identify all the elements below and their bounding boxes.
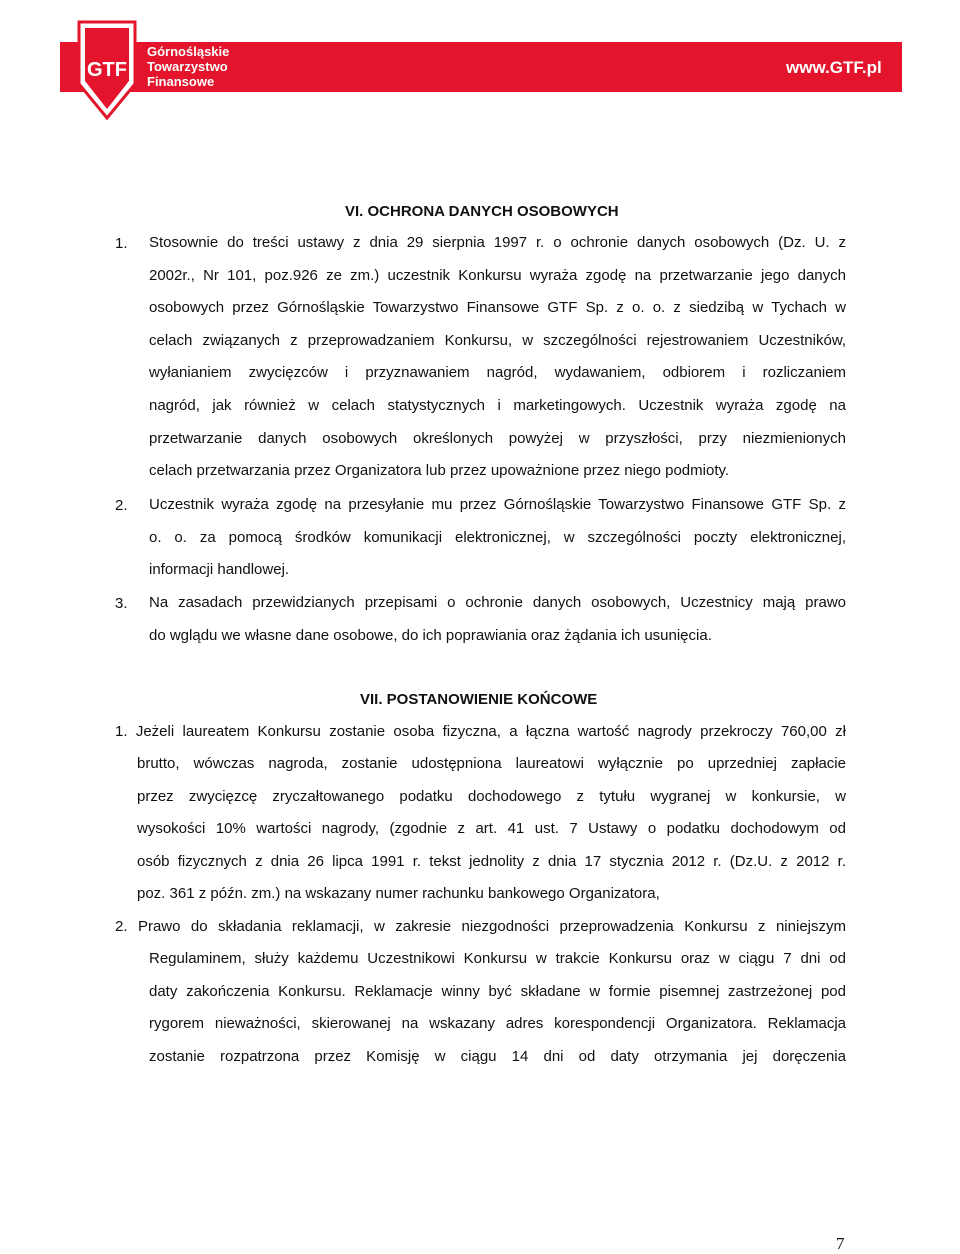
text-line: 2. Prawo do składania reklamacji, w zakresie niezgodności przeprowadzenia Konkursu z niniejszym	[115, 918, 846, 935]
section-7-item-1-text	[137, 748, 846, 911]
text-line: 1. Jeżeli laureatem Konkursu zostanie osoba fizyczna, a łączna wartość nagrody przekroczy 760,00 zł	[115, 723, 846, 740]
section-7-heading: VII. POSTANOWIENIE KOŃCOWE	[360, 691, 598, 708]
text-line: przetwarzanie danych osobowych określonych powyżej w przyszłości, przy niezmienionych	[149, 429, 846, 447]
logo-monogram: GTF	[87, 59, 127, 81]
text-line: Regulaminem, służy każdemu Uczestnikowi Konkursu w trakcie Konkursu oraz w ciągu 7 dni od	[149, 950, 846, 967]
text-line: celach związanych z przeprowadzaniem Konkursu, w szczególności rejestrowaniem Uczestników,	[149, 331, 846, 349]
text-line: zostanie rozpatrzona przez Komisję w ciągu 14 dni od daty otrzymania jej doręczenia	[149, 1047, 846, 1065]
text-line: osobowych przez Górnośląskie Towarzystwo Finansowe GTF Sp. z o. o. z siedzibą w Tychach w	[149, 299, 846, 317]
section-6-heading: VI. OCHRONA DANYCH OSOBOWYCH	[345, 203, 619, 220]
text-line: o. o. za pomocą środków komunikacji elektronicznej, w szczególności poczty elektronicznej,	[149, 528, 846, 546]
text-line: Na zasadach przewidzianych przepisami o ochronie danych osobowych, Uczestnicy mają prawo	[149, 594, 846, 611]
page-number: 7	[836, 1234, 845, 1253]
logo-line-3: Finansowe	[147, 74, 215, 89]
text-line: rygorem nieważności, skierowanej na wskazany adres korespondencji Organizatora. Reklamacja	[149, 1015, 846, 1033]
text-line: celach przetwarzania przez Organizatora lub przez upoważnione przez niego podmioty.	[149, 462, 730, 480]
logo-line-1: Górnośląskie	[147, 44, 230, 59]
logo-wordmark	[147, 44, 229, 89]
text-line: wysokości 10% wartości nagrody, (zgodnie z art. 41 ust. 7 Ustawy o podatku dochodowym od	[137, 820, 846, 838]
section-6-item-1-number: 1.	[115, 235, 128, 252]
text-line: 2002r., Nr 101, poz.926 ze zm.) uczestnik Konkursu wyraża zgodę na przetwarzanie jego danych	[149, 266, 846, 284]
gtf-logo-shield-icon	[76, 20, 138, 120]
logo-line-2: Towarzystwo	[147, 59, 228, 74]
text-line: wyłanianiem zwycięzców i przyznawaniem nagród, wydawaniem, odbiorem i rozliczaniem	[149, 364, 846, 382]
text-line: informacji handlowej.	[149, 561, 290, 579]
text-line: daty zakończenia Konkursu. Reklamacje winny być składane w formie pisemnej zastrzeżonej pod	[149, 982, 846, 1000]
text-line: przez zwycięzcę zryczałtowanego podatku dochodowego z tytułu wygranej w konkursie, w	[137, 787, 846, 805]
text-line: poz. 361 z późn. zm.) na wskazany numer rachunku bankowego Organizatora,	[137, 885, 660, 903]
text-line: do wglądu we własne dane osobowe, do ich poprawiania oraz żądania ich usunięcia.	[149, 626, 712, 644]
section-7-item-1-first-line	[115, 716, 846, 749]
section-6-item-3-text	[149, 587, 846, 652]
text-line: osób fizycznych z dnia 26 lipca 1991 r. tekst jednolity z dnia 17 stycznia 2012 r. (Dz.U. z 2012 r.	[137, 852, 846, 870]
section-6-item-2-text	[149, 489, 846, 587]
section-6-item-3-number: 3.	[115, 595, 128, 612]
text-line: Stosownie do treści ustawy z dnia 29 sierpnia 1997 r. o ochronie danych osobowych (Dz. U. z	[149, 234, 846, 251]
section-7-item-2-text	[149, 943, 846, 1073]
text-line: brutto, wówczas nagroda, zostanie udostępniona laureatowi wyłącznie po uprzedniej zapłacie	[137, 755, 846, 772]
section-7-item-2-first-line	[115, 911, 846, 944]
website-url[interactable]: www.GTF.pl	[786, 58, 882, 77]
section-6-item-2-number: 2.	[115, 497, 128, 514]
text-line: Uczestnik wyraża zgodę na przesyłanie mu przez Górnośląskie Towarzystwo Finansowe GTF Sp. z	[149, 496, 846, 513]
text-line: nagród, jak również w celach statystycznych i marketingowych. Uczestnik wyraża zgodę na	[149, 396, 846, 414]
section-6-item-1-text	[149, 227, 846, 488]
